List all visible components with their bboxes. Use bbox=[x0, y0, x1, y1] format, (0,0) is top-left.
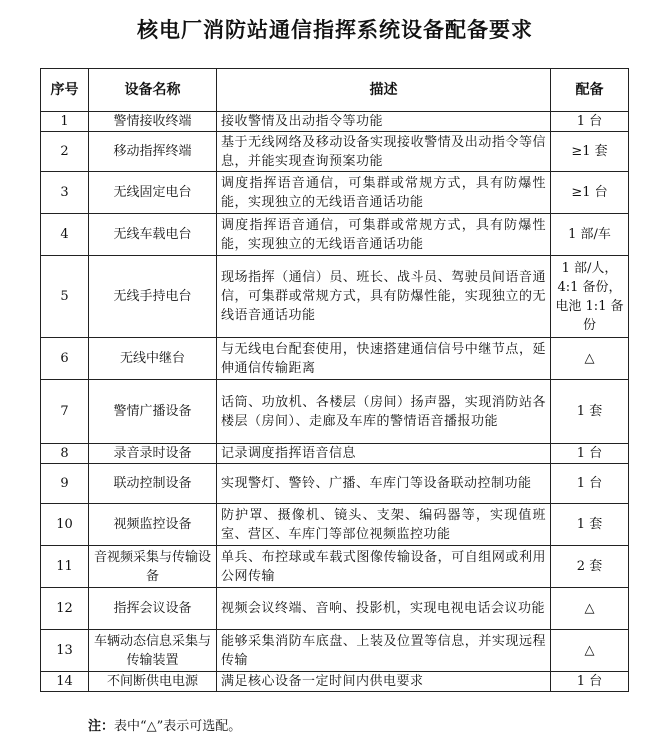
row-no: 1 bbox=[41, 112, 89, 132]
row-name: 无线中继台 bbox=[89, 338, 217, 380]
row-name: 指挥会议设备 bbox=[89, 588, 217, 630]
row-name: 联动控制设备 bbox=[89, 464, 217, 504]
table-row bbox=[41, 546, 629, 588]
row-equip: △ bbox=[551, 588, 629, 630]
row-equip: 1 部/车 bbox=[551, 214, 629, 256]
row-name: 音视频采集与传输设备 bbox=[89, 546, 217, 588]
row-equip: 1 台 bbox=[551, 464, 629, 504]
row-name: 警情接收终端 bbox=[89, 112, 217, 132]
row-no: 13 bbox=[41, 630, 89, 672]
row-desc: 满足核心设备一定时间内供电要求 bbox=[217, 672, 551, 692]
row-name: 移动指挥终端 bbox=[89, 132, 217, 172]
row-no: 10 bbox=[41, 504, 89, 546]
row-no: 4 bbox=[41, 214, 89, 256]
table-row bbox=[41, 338, 629, 380]
row-no: 8 bbox=[41, 444, 89, 464]
row-name: 不间断供电电源 bbox=[89, 672, 217, 692]
row-name: 无线车载电台 bbox=[89, 214, 217, 256]
row-desc: 能够采集消防车底盘、上装及位置等信息，并实现远程传输 bbox=[217, 630, 551, 672]
row-equip: 1 台 bbox=[551, 112, 629, 132]
table-row bbox=[41, 380, 629, 444]
row-desc: 与无线电台配套使用，快速搭建通信信号中继节点，延伸通信传输距离 bbox=[217, 338, 551, 380]
row-no: 7 bbox=[41, 380, 89, 444]
row-desc: 实现警灯、警铃、广播、车库门等设备联动控制功能 bbox=[217, 464, 551, 504]
header-name: 设备名称 bbox=[89, 69, 217, 112]
row-no: 2 bbox=[41, 132, 89, 172]
note-label: 注： bbox=[88, 719, 115, 734]
table-row bbox=[41, 132, 629, 172]
row-equip: 1 套 bbox=[551, 504, 629, 546]
table-row bbox=[41, 256, 629, 338]
table-row bbox=[41, 444, 629, 464]
row-equip: △ bbox=[551, 338, 629, 380]
table-row bbox=[41, 112, 629, 132]
table-row bbox=[41, 464, 629, 504]
row-equip: △ bbox=[551, 630, 629, 672]
row-desc: 调度指挥语音通信，可集群或常规方式，具有防爆性能，实现独立的无线语音通话功能 bbox=[217, 172, 551, 214]
row-no: 11 bbox=[41, 546, 89, 588]
row-desc: 防护罩、摄像机、镜头、支架、编码器等，实现值班室、营区、车库门等部位视频监控功能 bbox=[217, 504, 551, 546]
table-note bbox=[88, 715, 241, 734]
row-no: 3 bbox=[41, 172, 89, 214]
row-no: 9 bbox=[41, 464, 89, 504]
row-no: 14 bbox=[41, 672, 89, 692]
table-row bbox=[41, 630, 629, 672]
row-desc: 视频会议终端、音响、投影机，实现电视电话会议功能 bbox=[217, 588, 551, 630]
row-no: 6 bbox=[41, 338, 89, 380]
table-row bbox=[41, 588, 629, 630]
row-equip: 1 部/人，4:1 备份，电池 1:1 备份 bbox=[551, 256, 629, 338]
header-desc: 描述 bbox=[217, 69, 551, 112]
page-title: 核电厂消防站通信指挥系统设备配备要求 bbox=[137, 18, 533, 42]
row-desc: 调度指挥语音通信，可集群或常规方式，具有防爆性能，实现独立的无线语音通话功能 bbox=[217, 214, 551, 256]
row-name: 视频监控设备 bbox=[89, 504, 217, 546]
row-equip: 1 台 bbox=[551, 444, 629, 464]
row-desc: 现场指挥（通信）员、班长、战斗员、驾驶员间语音通信，可集群或常规方式，具有防爆性能，实现独立的无线语音通话功能 bbox=[217, 256, 551, 338]
header-no: 序号 bbox=[41, 69, 89, 112]
row-desc: 接收警情及出动指令等功能 bbox=[217, 112, 551, 132]
equipment-table bbox=[40, 68, 629, 692]
row-desc: 记录调度指挥语音信息 bbox=[217, 444, 551, 464]
table-row bbox=[41, 672, 629, 692]
row-equip: 1 台 bbox=[551, 672, 629, 692]
row-name: 录音录时设备 bbox=[89, 444, 217, 464]
row-desc: 话筒、功放机、各楼层（房间）扬声器，实现消防站各楼层（房间）、走廊及车库的警情语音播报功能 bbox=[217, 380, 551, 444]
row-desc: 单兵、布控球或车载式图像传输设备，可自组网或利用公网传输 bbox=[217, 546, 551, 588]
row-name: 无线手持电台 bbox=[89, 256, 217, 338]
table-row bbox=[41, 504, 629, 546]
row-equip: 2 套 bbox=[551, 546, 629, 588]
note-text: 表中“△”表示可选配。 bbox=[114, 719, 242, 734]
row-desc: 基于无线网络及移动设备实现接收警情及出动指令等信息，并能实现查询预案功能 bbox=[217, 132, 551, 172]
table-row bbox=[41, 172, 629, 214]
row-equip: ≥1 套 bbox=[551, 132, 629, 172]
header-equip: 配备 bbox=[551, 69, 629, 112]
row-name: 无线固定电台 bbox=[89, 172, 217, 214]
table-row bbox=[41, 214, 629, 256]
row-name: 车辆动态信息采集与传输装置 bbox=[89, 630, 217, 672]
row-equip: 1 套 bbox=[551, 380, 629, 444]
row-name: 警情广播设备 bbox=[89, 380, 217, 444]
table-header-row bbox=[41, 69, 629, 112]
row-equip: ≥1 台 bbox=[551, 172, 629, 214]
row-no: 5 bbox=[41, 256, 89, 338]
row-no: 12 bbox=[41, 588, 89, 630]
